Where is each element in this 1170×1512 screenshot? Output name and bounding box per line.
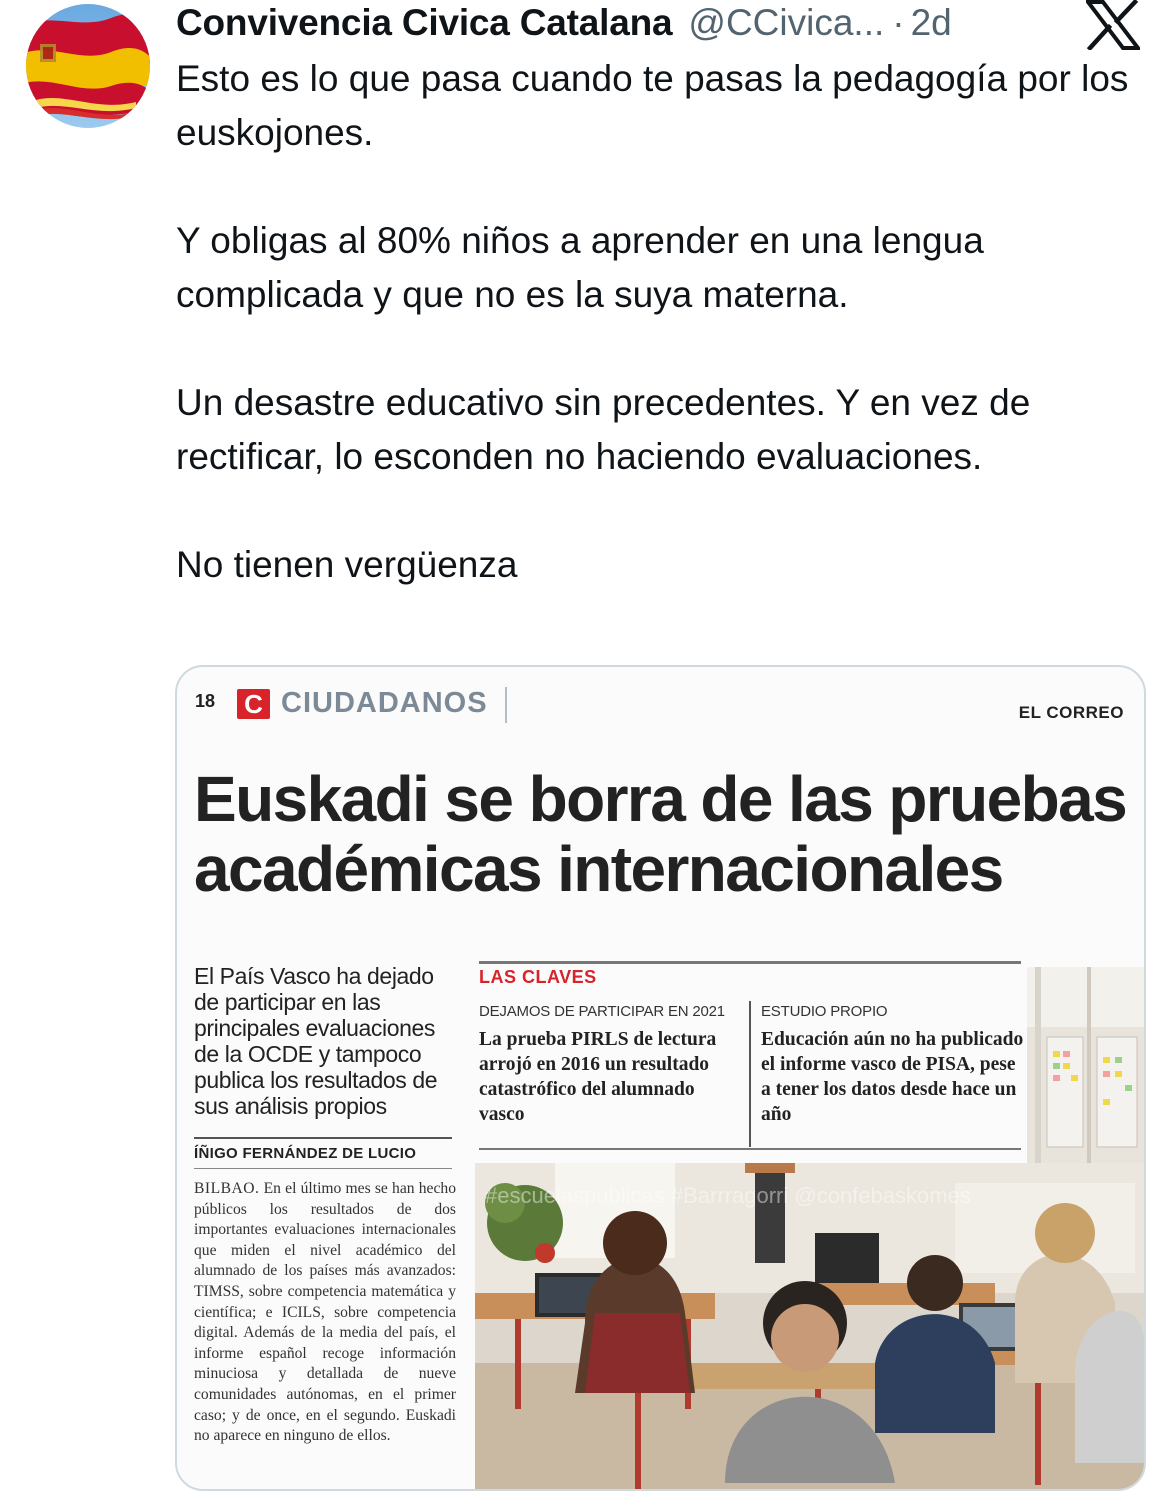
tweet-paragraph: Esto es lo que pasa cuando te pasas la pedagogía por los euskojones. [176, 58, 1129, 153]
key-text: Educación aún no ha publicado el informe vasco de PISA, pese a tener los datos desde hace un año [761, 1029, 1024, 1125]
key-label: DEJAMOS DE PARTICIPAR EN 2021 [479, 1003, 725, 1020]
newspaper-name: EL CORREO [1018, 703, 1124, 722]
photo-watermark: #escuelaspublicas #Barrragorri @confebaskomes [485, 1183, 971, 1208]
article-author: ÍÑIGO FERNÁNDEZ DE LUCIO [194, 1145, 417, 1162]
article-dateline: BILBAO. [194, 1180, 260, 1197]
divider [194, 1137, 452, 1139]
x-logo-icon[interactable] [1086, 0, 1140, 50]
section-title: CIUDADANOS [281, 687, 488, 719]
tweet-paragraph: Un desastre educativo sin precedentes. Y en vez de rectificar, lo esconden no haciendo evaluaciones. [176, 382, 1031, 477]
tweet-header [176, 0, 1156, 46]
tweet-media-image[interactable] [175, 665, 1146, 1491]
article-body-text: En el último mes se han hecho públicos los resultados de dos importantes evaluaciones internacionales que miden el nivel académico del alumnado de los países más avanzados: TIMSS, sobre competencia matemática y científica; e ICILS, sobre competencia digital. Además de la media del país, el informe español recoge información minuciosa y detallada de nueve comunidades autónomas, en el primer caso; y de once, en el segundo. Euskadi no aparece en ninguno de ellos. [194, 1180, 456, 1445]
key-label: ESTUDIO PROPIO [761, 1003, 888, 1020]
page-number: 18 [195, 691, 216, 711]
divider [479, 961, 1021, 964]
tweet-time[interactable]: 2d [910, 2, 952, 43]
section-divider [505, 687, 507, 723]
divider [749, 1001, 751, 1147]
divider [479, 1148, 1021, 1150]
tweet-paragraph: No tienen vergüenza [176, 544, 518, 585]
author-name[interactable]: Convivencia Civica Catalana [176, 2, 673, 43]
classroom-photo [475, 1163, 1144, 1489]
article-body [194, 1179, 456, 1447]
author-handle[interactable]: @CCivica... [688, 2, 885, 43]
keys-title: LAS CLAVES [479, 967, 597, 987]
avatar[interactable] [26, 4, 150, 128]
key-text: La prueba PIRLS de lectura arrojó en 2016 un resultado catastrófico del alumnado vasco [479, 1029, 717, 1125]
classroom-wall-photo [1027, 967, 1144, 1163]
separator-dot: · [892, 2, 905, 43]
tweet-text [176, 52, 1156, 592]
divider [194, 1168, 452, 1169]
article-headline: Euskadi se borra de las pruebas académicas internacionales [194, 763, 1127, 905]
tweet-paragraph: Y obligas al 80% niños a aprender en una lengua complicada y que no es la suya materna. [176, 220, 984, 315]
ciudadanos-logo-icon: C [237, 689, 270, 719]
article-lede: El País Vasco ha dejado de participar en las principales evaluaciones de la OCDE y tampoco publica los resultados de sus análisis propios [194, 963, 438, 1119]
